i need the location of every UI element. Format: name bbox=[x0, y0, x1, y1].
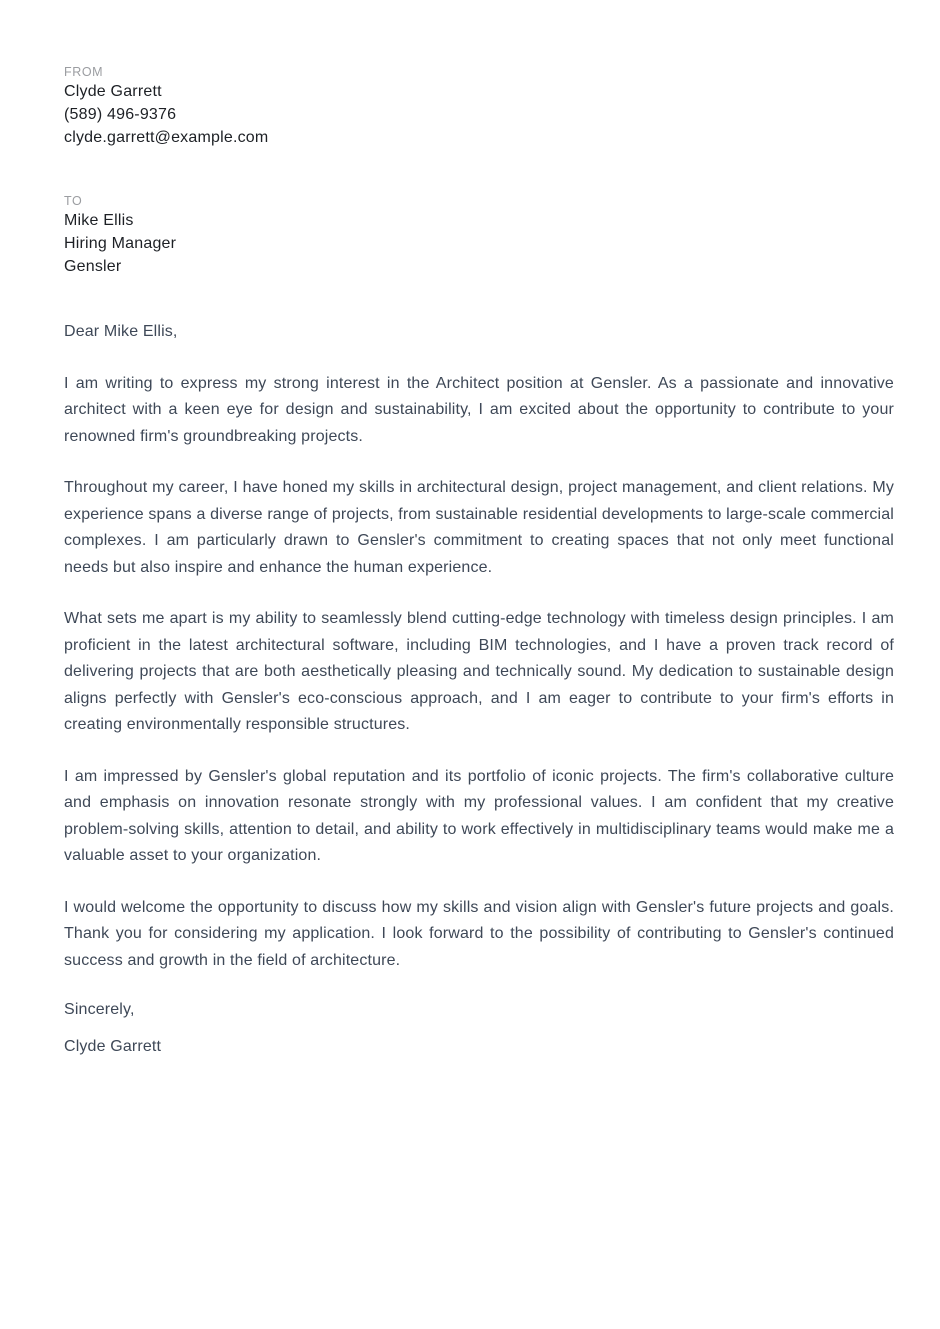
to-label: TO bbox=[64, 194, 83, 208]
letter-body bbox=[64, 319, 894, 1060]
closing: Sincerely, bbox=[64, 1001, 135, 1018]
recipient-name: Mike Ellis bbox=[64, 212, 134, 229]
letter-paragraph-1: I am writing to express my strong interest in the Architect position at Gensler. As a passionate and innovative architect with a keen eye for design and sustainability, I am excited about the opportunity to contribute to your renowned firm's groundbreaking projects. bbox=[64, 374, 894, 445]
greeting: Dear Mike Ellis, bbox=[64, 323, 178, 340]
sender-phone: (589) 496-9376 bbox=[64, 106, 177, 123]
sender-name: Clyde Garrett bbox=[64, 83, 162, 100]
letter-paragraph-3: What sets me apart is my ability to seamlessly blend cutting-edge technology with timeless design principles. I am proficient in the latest architectural software, including BIM technologies, and I have a proven track record of delivering projects that are both aesthetically pleasing and technically sound. My dedication to sustainable design aligns perfectly with Gensler's eco-conscious approach, and I am eager to contribute to your firm's efforts in creating environmentally responsible structures. bbox=[64, 610, 894, 733]
recipient-contact-block bbox=[64, 193, 894, 278]
cover-letter-content bbox=[64, 64, 894, 1060]
letter-paragraph-2: Throughout my career, I have honed my skills in architectural design, project management, and client relations. My experience spans a diverse range of projects, from sustainable residential developments to large-scale commercial complexes. I am particularly drawn to Gensler's commitment to creating spaces that not only meet functional needs but also inspire and enhance the human experience. bbox=[64, 479, 894, 576]
recipient-title: Hiring Manager bbox=[64, 235, 177, 252]
sender-email: clyde.garrett@example.com bbox=[64, 129, 269, 146]
signature-name: Clyde Garrett bbox=[64, 1037, 162, 1055]
from-label: FROM bbox=[64, 65, 104, 79]
sender-contact-block bbox=[64, 64, 894, 149]
recipient-company: Gensler bbox=[64, 258, 122, 275]
letter-paragraph-4: I am impressed by Gensler's global reputation and its portfolio of iconic projects. The firm's collaborative culture and emphasis on innovation resonate strongly with my professional values. I am confident that my creative problem-solving skills, attention to detail, and ability to work effectively in multidisciplinary teams would make me a valuable asset to your organization. bbox=[64, 767, 894, 864]
letter-paragraph-5: I would welcome the opportunity to discuss how my skills and vision align with Gensler's future projects and goals. Thank you for considering my application. I look forward to the possibility of contributing to Gensler's continued success and growth in the field of architecture. bbox=[64, 898, 894, 969]
